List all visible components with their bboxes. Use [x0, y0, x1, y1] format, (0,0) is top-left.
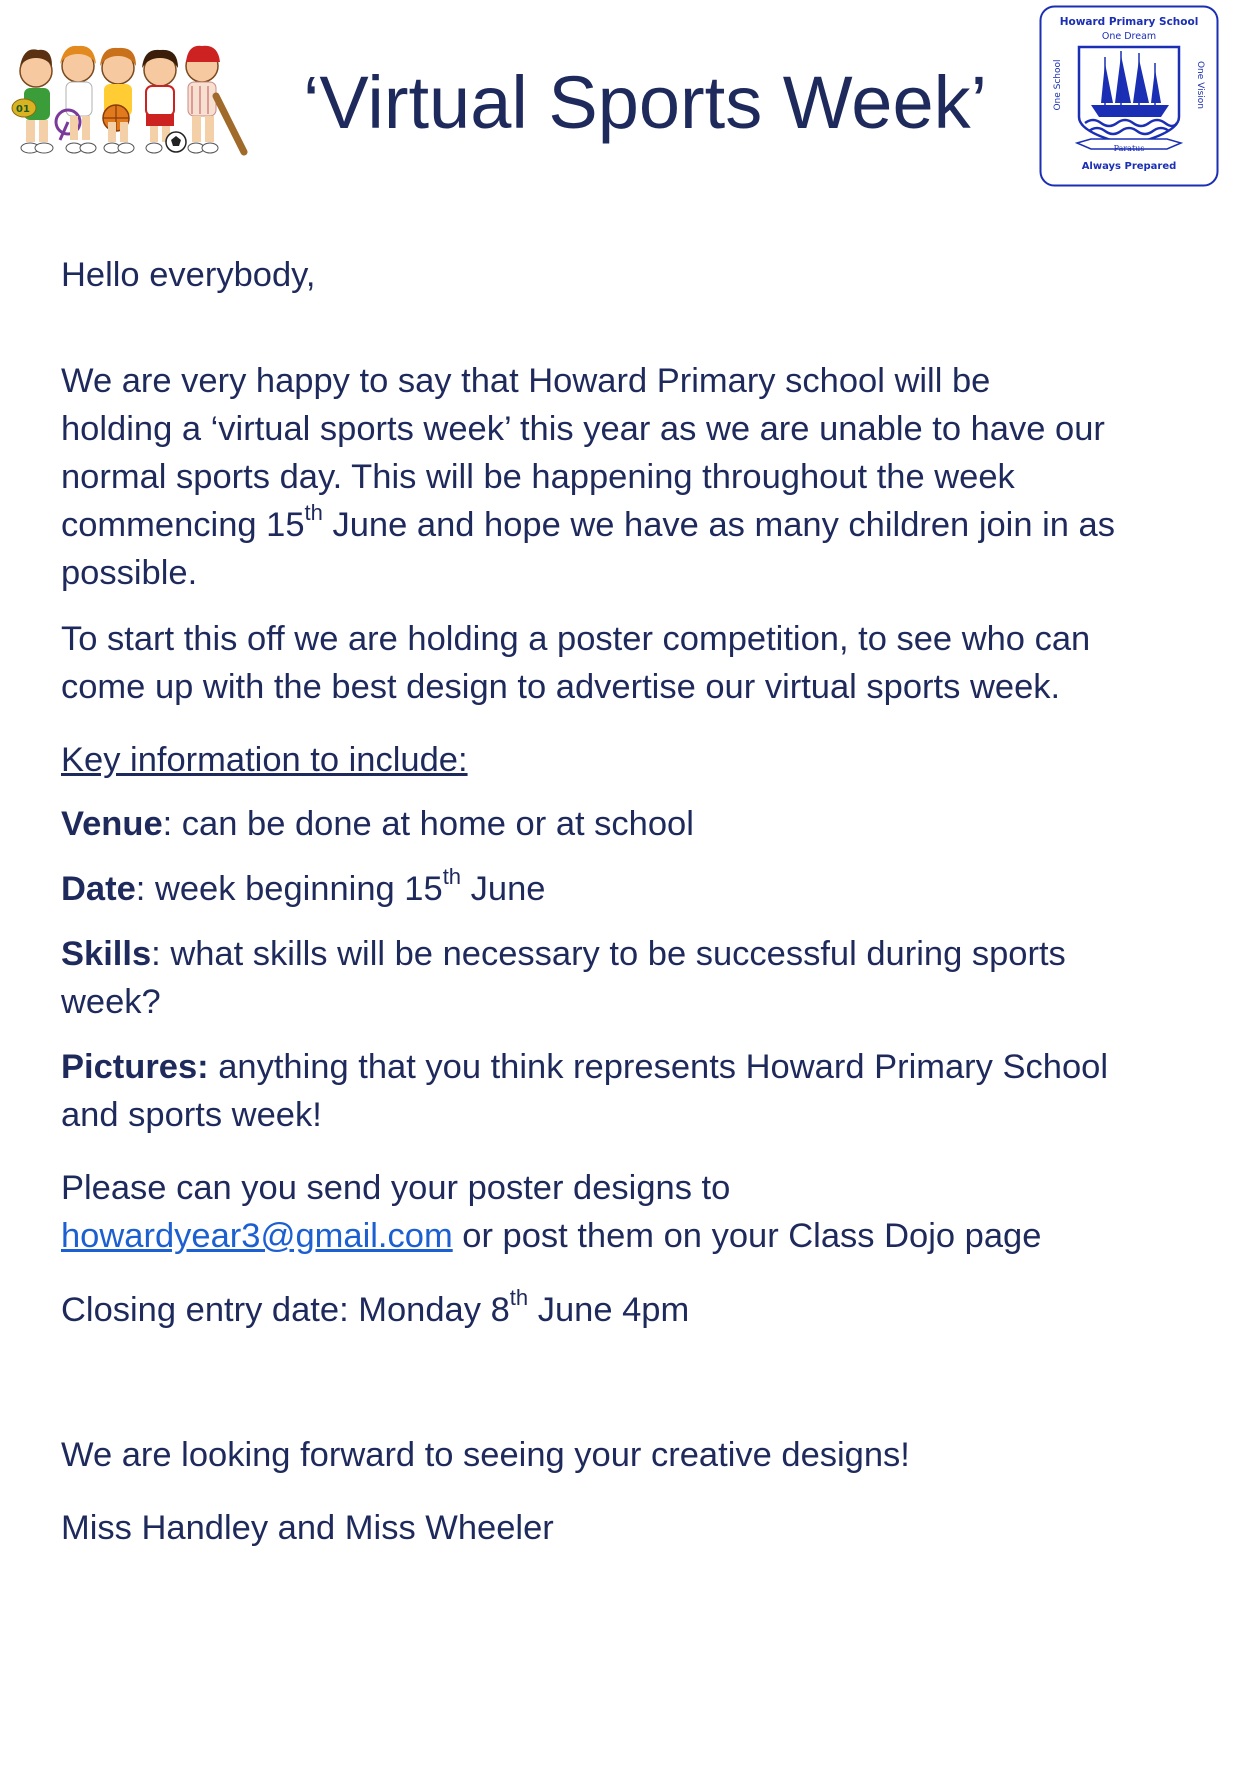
- closing-text: June 4pm: [528, 1291, 690, 1329]
- kid-figure: [186, 46, 244, 153]
- crest-motto: Paratus: [1113, 144, 1145, 153]
- signoff: Miss Handley and Miss Wheeler: [61, 1509, 554, 1547]
- venue-text: : can be done at home or at school: [162, 805, 694, 843]
- kid-figure: [12, 49, 53, 153]
- competition-line: come up with the best design to advertise our virtual sports week.: [61, 668, 1061, 706]
- intro-line: normal sports day. This will be happening throughout the week: [61, 458, 1015, 496]
- date-text: June: [461, 870, 546, 908]
- intro-text: June and hope we have as many children join in as: [322, 506, 1115, 544]
- crest-bottom-text: Always Prepared: [1081, 161, 1177, 172]
- date-label: Date: [61, 870, 136, 908]
- svg-text:01: 01: [16, 104, 30, 115]
- send-text: or post them on your Class Dojo page: [452, 1217, 1042, 1255]
- competition-line: To start this off we are holding a poster competition, to see who can: [61, 620, 1091, 658]
- pictures-text: anything that you think represents Howard Primary School: [208, 1048, 1108, 1086]
- crest-school-name: Howard Primary School: [1059, 16, 1199, 28]
- key-info-heading: Key information to include:: [61, 741, 468, 779]
- email-link[interactable]: howardyear3@gmail.com: [61, 1217, 453, 1255]
- intro-paragraph: [61, 354, 1221, 600]
- crest-right-text: One Vision: [1195, 60, 1205, 110]
- send-line: Please can you send your poster designs to: [61, 1169, 731, 1207]
- crest-tagline: One Dream: [1101, 31, 1157, 42]
- closing-date-line: [61, 1283, 1221, 1337]
- ordinal-suffix: th: [509, 1284, 529, 1310]
- venue-label: Venue: [61, 805, 163, 843]
- intro-line: We are very happy to say that Howard Primary school will be: [61, 362, 991, 400]
- ordinal-suffix: th: [304, 499, 323, 525]
- pictures-line: [61, 1040, 1221, 1094]
- skills-label: Skills: [61, 935, 152, 973]
- kid-figure: [56, 46, 96, 153]
- closing-text: Closing entry date: Monday 8: [61, 1291, 510, 1329]
- intro-line: possible.: [61, 554, 198, 592]
- intro-line: [61, 498, 1221, 552]
- kid-figure: [100, 48, 136, 153]
- competition-paragraph: [61, 612, 1221, 714]
- send-line: [61, 1209, 1221, 1263]
- date-text: : week beginning 15: [135, 870, 443, 908]
- looking-forward-line: We are looking forward to seeing your creative designs!: [61, 1436, 910, 1474]
- skills-block: [61, 927, 1221, 1029]
- pictures-block: [61, 1040, 1221, 1142]
- skills-text: : what skills will be necessary to be successful during sports: [151, 935, 1066, 973]
- intro-text: commencing 15: [61, 506, 305, 544]
- letter-header: [0, 0, 1236, 200]
- school-crest: [1039, 5, 1219, 187]
- send-block: [61, 1161, 1221, 1263]
- pictures-line: and sports week!: [61, 1096, 322, 1134]
- venue-line: [61, 797, 1221, 851]
- sports-kids-clipart: [6, 36, 250, 160]
- crest-left-text: One School: [1053, 59, 1063, 111]
- pictures-label: Pictures:: [61, 1048, 209, 1086]
- date-line: [61, 862, 1221, 916]
- skills-line: week?: [61, 983, 161, 1021]
- page-title: ‘Virtual Sports Week’: [302, 61, 988, 144]
- greeting: Hello everybody,: [61, 256, 316, 294]
- ordinal-suffix: th: [442, 863, 462, 889]
- intro-line: holding a ‘virtual sports week’ this year as we are unable to have our: [61, 410, 1105, 448]
- skills-line: [61, 927, 1221, 981]
- kid-figure: [142, 50, 186, 153]
